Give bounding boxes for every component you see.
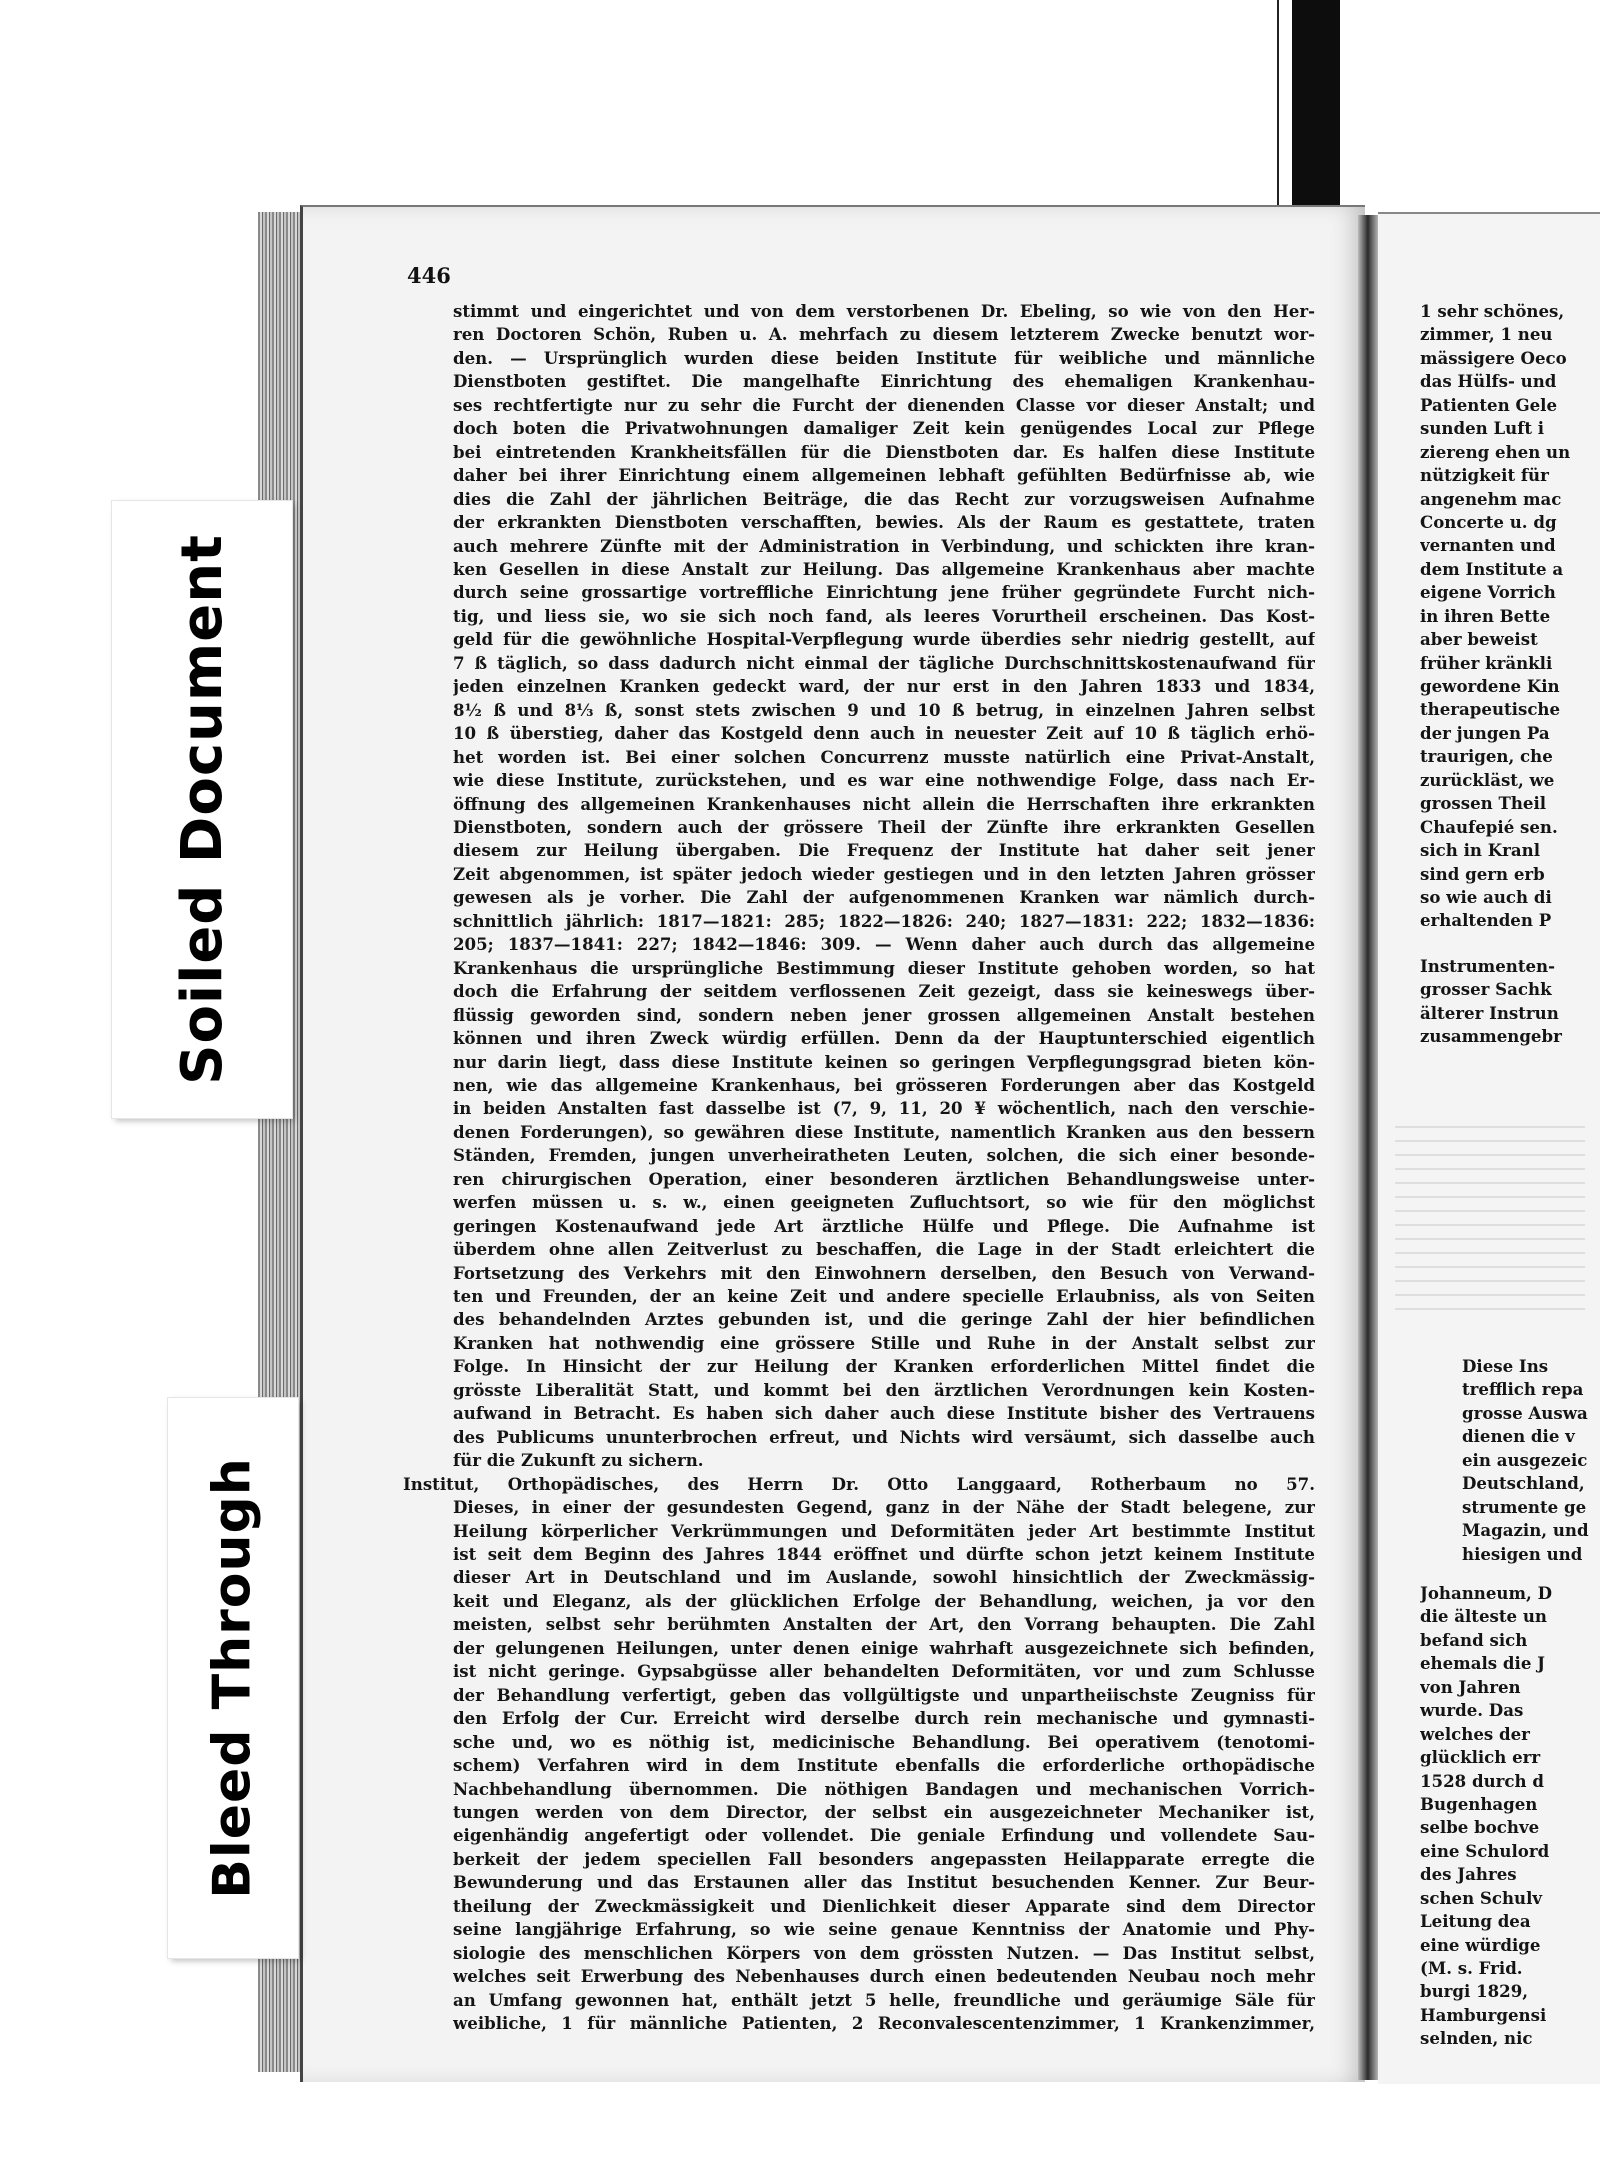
text-line: nützigkeit für <box>1420 465 1549 486</box>
text-line: therapeutische <box>1420 699 1561 720</box>
text-line: älterer Instrun <box>1420 1002 1559 1023</box>
text-line: dieser Art in Deutschland und im Auslande, sowohl hinsichtlich der Zweckmässig- <box>453 1567 1315 1588</box>
text-line: sche und, wo es nöthig ist, medicinische Behandlung. Bei operativem (tenotomi- <box>453 1731 1315 1752</box>
soiled-document-label <box>112 501 292 1118</box>
text-line: den Erfolg der Cur. Erreicht wird derselbe durch rein mechanische und gymnasti- <box>453 1708 1315 1729</box>
text-line: daher bei ihrer Einrichtung einem allgemeinen lebhaft gefühlten Bedürfnisse ab, wie <box>453 465 1315 486</box>
text-line: strumente ge <box>1462 1496 1587 1517</box>
text-line: sunden Luft i <box>1420 418 1545 439</box>
text-line: sich in Kranl <box>1420 840 1541 861</box>
text-line: Bewunderung und das Erstaunen aller das Institut besuchenden Kenner. Zur Beur- <box>453 1872 1315 1893</box>
text-line: Fortsetzung des Verkehrs mit den Einwohnern derselben, den Besuch von Verwand- <box>453 1262 1315 1283</box>
text-line: auch mehrere Zünfte mit der Administration in Verbindung, und schickten ihre kran- <box>453 535 1315 556</box>
text-line: Folge. In Hinsicht der zur Heilung der Kranken erforderlichen Mittel findet die <box>453 1356 1315 1377</box>
text-line: der gelungenen Heilungen, unter denen einige wahrhaft ausgezeichnete sich befinden, <box>453 1637 1315 1658</box>
bleed-through-label-text: Bleed Through <box>203 1457 264 1899</box>
right-page-instrumenten-entry <box>1420 955 1600 1049</box>
soiled-document-label-text: Soiled Document <box>169 534 235 1085</box>
text-line: 8½ ß und 8⅓ ß, sonst stets zwischen 9 und 10 ß betrug, in einzelnen Jahren selbst <box>453 699 1315 720</box>
text-line: dem Institute a <box>1420 558 1564 579</box>
bleed-through-label <box>168 1398 298 1958</box>
text-line: (M. s. Frid. <box>1420 1958 1523 1978</box>
text-line: Deutschland, <box>1462 1473 1585 1494</box>
text-line: überdem ohne allen Zeitverlust zu beschaffen, die Lage in der Stadt erleichtert die <box>453 1239 1315 1260</box>
text-line: eine Schulord <box>1420 1840 1550 1861</box>
text-line: schen Schulv <box>1420 1887 1543 1908</box>
text-line: nen, wie das allgemeine Krankenhaus, bei grösseren Forderungen aber das Kostgeld <box>453 1074 1315 1095</box>
text-line: des behandelnden Arztes gebunden ist, und die geringe Zahl der hier befindlichen <box>453 1309 1315 1330</box>
text-line: grosse Auswa <box>1462 1402 1588 1423</box>
text-line: zusammengebr <box>1420 1026 1562 1047</box>
text-line: Magazin, und <box>1462 1520 1589 1541</box>
text-line: Instrumenten- <box>1420 956 1555 976</box>
text-line: selbe bochve <box>1420 1817 1540 1838</box>
text-line: burgi 1829, <box>1420 1981 1529 2002</box>
text-line: geld für die gewöhnliche Hospital-Verpflegung wurde überdies sehr niedrig gestellt, auf <box>453 629 1315 650</box>
text-line: Dienstboten, sondern auch der grössere Theil der Zünfte ihre erkrankten Gesellen <box>453 816 1315 837</box>
text-line: ist seit dem Beginn des Jahres 1844 eröffnet und dürfte schon jetzt keinem Institute <box>453 1544 1315 1565</box>
text-line: het worden ist. Bei einer solchen Concurrenz musste natürlich eine Privat-Anstalt, <box>453 746 1315 767</box>
text-line: Bugenhagen <box>1420 1793 1538 1814</box>
text-line: welches der <box>1420 1723 1530 1744</box>
text-line: ten und Freunden, der an keine Zeit und andere specielle Erlaubniss, als von Seiten <box>453 1286 1315 1307</box>
text-line: Patienten Gele <box>1420 394 1558 415</box>
text-line: ken Gesellen in diese Anstalt zur Heilung. Das allgemeine Krankenhaus aber machte <box>453 558 1315 579</box>
text-line: flüssig geworden sind, sondern neben jener grossen allgemeinen Anstalt bestehen <box>453 1004 1315 1025</box>
text-line: in ihren Bette <box>1420 605 1551 626</box>
entry-title: Institut, Orthopädisches, des Herrn Dr. Otto Langgaard, Rotherbaum no 57. <box>403 1473 1315 1494</box>
text-line: traurigen, che <box>1420 746 1553 767</box>
microfilm-dark-bar <box>1292 0 1340 212</box>
text-line: 10 ß überstieg, daher das Kostgeld denn auch in neuester Zeit auf 10 ß täglich erhö- <box>453 723 1315 744</box>
text-line: gewesen als je vorher. Die Zahl der aufgenommenen Kranken war nämlich durch- <box>453 887 1315 908</box>
text-line: diesem zur Heilung übergaben. Die Frequenz der Institute hat daher seit jener <box>453 840 1315 861</box>
text-line: keit und Eleganz, als der glücklichen Erfolge der Behandlung, weichen, ja vor den <box>453 1590 1315 1611</box>
text-line: des Publicums ununterbrochen erfreut, und Nichts wird versäumt, sich dasselbe auch <box>453 1426 1315 1447</box>
text-line: so wie auch di <box>1420 886 1552 907</box>
text-line: Nachbehandlung übernommen. Die nöthigen Bandagen und mechanischen Vorrich- <box>453 1778 1315 1799</box>
text-line: Kranken hat nothwendig eine grössere Stille und Ruhe in der Anstalt selbst zur <box>453 1332 1315 1353</box>
text-line: selnden, nic <box>1420 2028 1533 2049</box>
text-line: eigene Vorrich <box>1420 582 1556 603</box>
text-line: 1 sehr schönes, <box>1420 301 1565 321</box>
text-line: in beiden Anstalten fast dasselbe ist (7, 9, 11, 20 ¥ wöchentlich, nach den verschie- <box>453 1098 1315 1119</box>
text-line: welches seit Erwerbung des Nebenhauses durch einen bedeutenden Neubau noch mehr <box>453 1966 1315 1987</box>
text-line: sind gern erb <box>1420 863 1545 884</box>
text-line: trefflich repa <box>1462 1379 1584 1400</box>
text-line: gewordene Kin <box>1420 676 1560 696</box>
text-line: Diese Ins <box>1462 1356 1549 1376</box>
text-line: tungen werden von dem Director, der selbst ein ausgezeichneter Mechaniker ist, <box>453 1802 1315 1822</box>
text-line: doch boten die Privatwohnungen damaliger Zeit kein genügendes Local zur Pflege <box>453 418 1315 439</box>
text-line: werfen müssen u. s. w., einen geeigneten Zufluchtsort, so wie für den möglichst <box>453 1192 1315 1213</box>
text-line: siologie des menschlichen Körpers von dem grössten Nutzen. — Das Institut selbst, <box>453 1942 1315 1963</box>
paragraph-orthopaedic-institute <box>453 1496 1315 2035</box>
text-line: eine würdige <box>1420 1934 1541 1955</box>
paragraph-previous-entry <box>453 300 1315 1473</box>
text-line: tig, und liess sie, wo sie sich noch fand, als leeres Vorurtheil erscheinen. Das Kost- <box>453 605 1315 626</box>
text-line: ehemals die J <box>1420 1653 1546 1674</box>
text-line: hiesigen und <box>1462 1543 1583 1564</box>
text-line: zurückläst, we <box>1420 769 1555 790</box>
text-line: können und ihren Zweck würdig erfüllen. Denn da der Hauptunterschied eigentlich <box>453 1028 1315 1049</box>
text-line: 1528 durch d <box>1420 1770 1544 1791</box>
text-line: durch seine grossartige vortreffliche Einrichtung jene früher gegründete Furcht nich- <box>453 582 1315 603</box>
text-line: wurde. Das <box>1420 1700 1524 1721</box>
book-gutter <box>1358 215 1380 2080</box>
right-page-text-top <box>1420 300 1600 933</box>
text-line: an Umfang gewonnen hat, enthält jetzt 5 helle, freundliche und geräumige Säle für <box>453 1989 1315 2010</box>
text-line: den. — Ursprünglich wurden diese beiden Institute für weibliche und männliche <box>453 347 1315 368</box>
text-line: geringen Kostenaufwand jede Art ärztliche Hülfe und Pflege. Die Aufnahme ist <box>453 1215 1315 1236</box>
text-line: Johanneum, D <box>1420 1583 1552 1603</box>
text-line: weibliche, 1 für männliche Patienten, 2 Reconvalescentenzimmer, 1 Krankenzimmer, <box>453 2013 1315 2034</box>
text-line: aufwand in Betracht. Es haben sich daher auch diese Institute bisher des Vertrauens <box>453 1403 1315 1424</box>
text-line: ist nicht geringe. Gypsabgüsse aller behandelten Deformitäten, vor und zum Schlusse <box>453 1661 1315 1682</box>
text-line: ren Doctoren Schön, Ruben u. A. mehrfach zu diesem letzterem Zwecke benutzt wor- <box>453 324 1315 345</box>
text-line: meisten, selbst sehr berühmten Anstalten der Art, den Vorrang behaupten. Die Zahl <box>453 1614 1315 1635</box>
text-line: früher kränkli <box>1420 652 1553 673</box>
text-line: mässigere Oeco <box>1420 347 1567 368</box>
text-line: befand sich <box>1420 1629 1528 1650</box>
text-line: Hamburgensi <box>1420 2004 1547 2025</box>
text-line: öffnung des allgemeinen Krankenhauses nicht allein die Herrschaften ihre erkrankten <box>453 793 1315 814</box>
text-line: vernanten und <box>1420 535 1556 556</box>
page-number: 446 <box>407 263 451 288</box>
text-line: jeden einzelnen Kranken gedeckt ward, der nur erst in den Jahren 1833 und 1834, <box>453 676 1315 697</box>
text-line: denen Forderungen), so gewähren diese Institute, namentlich Kranken aus den bessern <box>453 1121 1315 1142</box>
text-line: Leitung dea <box>1420 1911 1531 1932</box>
text-line: ren chirurgischen Operation, einer besonderen ärztlichen Behandlungsweise unter- <box>453 1168 1315 1189</box>
text-line: 205; 1837—1841: 227; 1842—1846: 309. — Wenn daher auch durch das allgemeine <box>453 934 1315 955</box>
text-line: dienen die v <box>1462 1426 1575 1447</box>
text-line: wie diese Institute, zurückstehen, und es war eine nothwendige Folge, dass nach Er- <box>453 770 1315 791</box>
text-line: für die Zukunft zu sichern. <box>453 1450 704 1471</box>
text-line: theilung der Zweckmässigkeit und Dienlichkeit dieser Apparate sind dem Director <box>453 1895 1315 1916</box>
text-line: aber beweist <box>1420 629 1538 650</box>
text-line: zimmer, 1 neu <box>1420 324 1553 345</box>
text-line: des Jahres <box>1420 1864 1517 1885</box>
text-line: seine langjährige Erfahrung, so wie seine genaue Kenntniss der Anatomie und Phy- <box>453 1919 1315 1940</box>
text-line: schem) Verfahren wird in dem Institute ebenfalls die erforderliche orthopädische <box>453 1755 1315 1776</box>
microfilm-edge-line <box>1277 0 1279 212</box>
text-line: dies die Zahl der jährlichen Beiträge, die das Recht zur vorzugsweisen Aufnahme <box>453 488 1315 509</box>
text-line: Concerte u. dg <box>1420 511 1557 532</box>
text-line: grossen Theil <box>1420 793 1547 814</box>
text-line: Chaufepié sen. <box>1420 816 1558 837</box>
main-text-column <box>403 300 1315 2036</box>
text-line: Dienstboten gestiftet. Die mangelhafte Einrichtung des ehemaligen Krankenhau- <box>453 371 1315 392</box>
text-line: glücklich err <box>1420 1747 1541 1768</box>
text-line: erhaltenden P <box>1420 910 1552 931</box>
text-line: Ständen, Fremden, jungen unverheiratheten Leuten, solchen, die sich einer besonde- <box>453 1145 1315 1166</box>
text-line: Krankenhaus die ursprüngliche Bestimmung dieser Institute gehoben worden, so hat <box>453 957 1315 978</box>
bleed-through-ghost <box>1395 1120 1585 1310</box>
text-line: angenehm mac <box>1420 488 1562 509</box>
text-line: Zeit abgenommen, ist später jedoch wieder gestiegen und in den letzten Jahren grösser <box>453 863 1315 884</box>
right-page-diese-paragraph <box>1462 1355 1600 1566</box>
text-line: nur darin liegt, dass diese Institute keinen so geringen Verpflegungsgrad bieten kön- <box>453 1051 1315 1072</box>
text-line: grosser Sachk <box>1420 979 1552 1000</box>
text-line: der jungen Pa <box>1420 722 1550 743</box>
text-line: ses rechtfertigte nur zu sehr die Furcht der dienenden Classe vor dieser Anstalt; und <box>453 394 1315 415</box>
text-line: das Hülfs- und <box>1420 371 1557 392</box>
text-line: ein ausgezeic <box>1462 1449 1588 1470</box>
text-line: schnittlich jährlich: 1817—1821: 285; 1822—1826: 240; 1827—1831: 222; 1832—1836: <box>453 910 1315 931</box>
text-line: der erkrankten Dienstboten verschafften, bewies. Als der Raum es gestattete, traten <box>453 512 1315 533</box>
text-line: Dieses, in einer der gesundesten Gegend, ganz in der Nähe der Stadt belegene, zur <box>453 1497 1315 1518</box>
text-line: ziereng ehen un <box>1420 441 1571 462</box>
right-page-johanneum-entry <box>1420 1582 1600 2051</box>
text-line: stimmt und eingerichtet und von dem verstorbenen Dr. Ebeling, so wie von den Her- <box>453 301 1315 321</box>
text-line: von Jahren <box>1420 1676 1521 1697</box>
text-line: doch die Erfahrung der seitdem verflossenen Zeit gezeigt, dass sie keineswegs über- <box>453 981 1315 1002</box>
text-line: die älteste un <box>1420 1606 1547 1627</box>
text-line: berkeit der jedem speciellen Fall besonders angepassten Heilapparate erregte die <box>453 1848 1315 1869</box>
text-line: bei eintretenden Krankheitsfällen für die Dienstboten dar. Es halfen diese Institute <box>453 441 1315 462</box>
text-line: 7 ß täglich, so dass dadurch nicht einmal der tägliche Durchschnittskostenaufwand für <box>453 652 1315 673</box>
text-line: Heilung körperlicher Verkrümmungen und Deformitäten jeder Art bestimmte Institut <box>453 1520 1315 1541</box>
text-line: der Behandlung verfertigt, geben das vollgültigste und unpartheiischste Zeugniss für <box>453 1684 1315 1705</box>
text-line: grösste Liberalität Statt, und kommt bei den ärztlichen Verordnungen kein Kosten- <box>453 1379 1315 1400</box>
text-line: eigenhändig angefertigt oder vollendet. Die geniale Erfindung und vollendete Sau- <box>453 1825 1315 1846</box>
